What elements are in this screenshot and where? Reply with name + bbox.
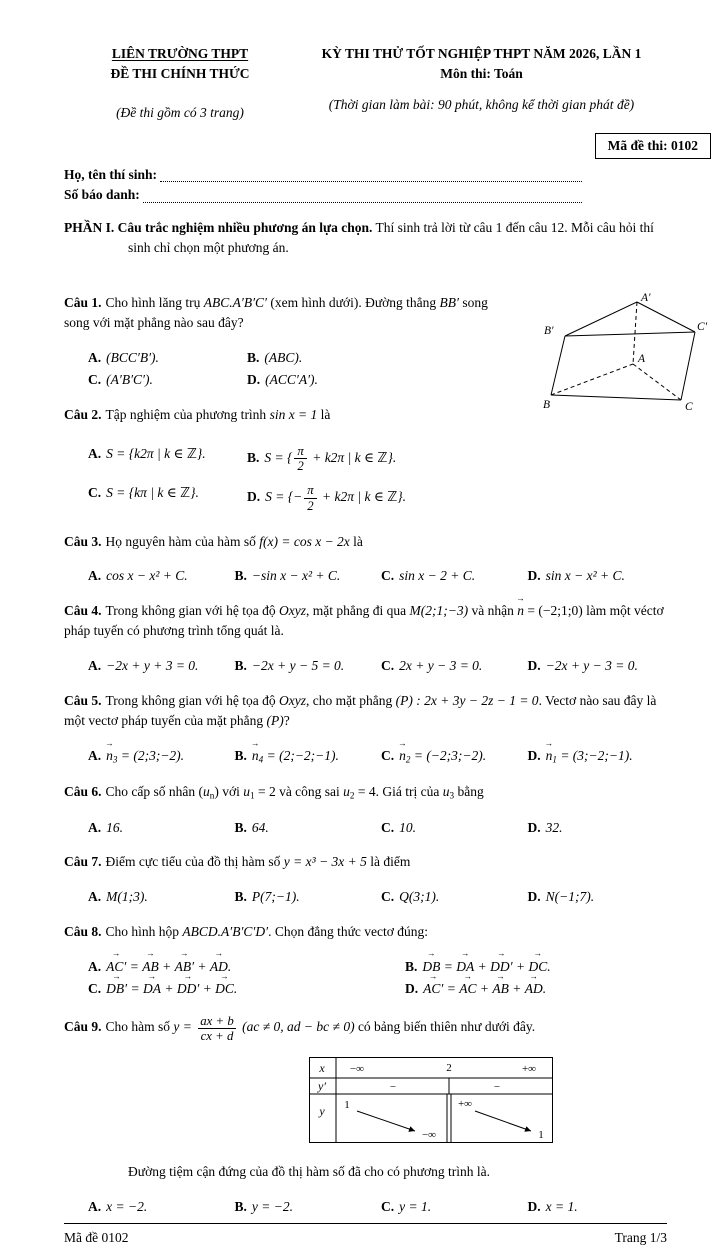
option-text: S = { $\frac{\pi}{2}$ + k2π | k ∈ ℤ}.	[264, 443, 397, 474]
question-2-options	[88, 439, 667, 518]
q6-option-D	[527, 817, 667, 839]
option-key: A.	[88, 889, 102, 904]
question-label: Câu 4.	[64, 603, 102, 619]
option-key: B.	[234, 747, 247, 763]
question-8-options	[88, 956, 667, 1001]
option-key: D.	[247, 372, 261, 388]
question-1-text: Câu 1. Cho hình lăng trụ ABC.A′B′C′ (xem hình dưới). Đường thẳng BB′ song song với mặt phẳng nào sau đây?	[64, 295, 488, 331]
option-key: D.	[527, 658, 541, 674]
question-6-text: Câu 6. Cho cấp số nhân $(u_n)$ với $u_1 = 2$ và công sai $u_2 = 4$. Giá trị của $u_3$ bằng	[64, 783, 484, 801]
page-footer	[64, 1223, 667, 1248]
option-text: (A′B′C′).	[106, 372, 153, 388]
variation-table-wrap	[309, 1057, 667, 1149]
question-8-text: Câu 8. Cho hình hộp ABCD.A′B′C′D′. Chọn đẳng thức vectơ đúng:	[64, 923, 429, 939]
option-key: A.	[88, 747, 102, 763]
option-key: D.	[527, 1199, 541, 1215]
question-5	[64, 691, 667, 768]
option-key: C.	[380, 747, 395, 763]
question-9-text: Câu 9. Cho hàm số y = $\frac{ax + b}{cx + d}$ (ac ≠ 0, ad − bc ≠ 0) có bảng biến thiên như dưới đây.	[64, 1013, 536, 1043]
question-7-options	[88, 886, 667, 908]
question-9-subtext: Đường tiệm cận đứng của đồ thị hàm số đã cho có phương trình là.	[128, 1164, 491, 1180]
q3-option-A	[88, 565, 234, 587]
option-text: P(7;−1).	[251, 889, 300, 904]
option-text: sin x − 2 + C.	[399, 568, 476, 584]
option-key: C.	[380, 819, 395, 835]
subject-line: Môn thi: Toán	[440, 66, 523, 82]
option-key: A.	[88, 568, 102, 584]
question-3	[64, 532, 667, 588]
q7-option-D	[527, 886, 667, 908]
q8-option-C	[88, 978, 405, 1000]
option-key: C.	[380, 889, 395, 904]
footer-exam-code: Mã đề 0102	[64, 1230, 129, 1246]
option-text: $n \to_2$ = (−2;3;−2).	[399, 748, 486, 763]
footer-page-number: Trang 1/3	[614, 1230, 667, 1246]
header-right	[296, 44, 667, 115]
option-text: y = −2.	[251, 1199, 293, 1215]
q9-option-D	[527, 1196, 667, 1218]
option-text: DB′ → = DA → + DD′ → + DC →.	[106, 981, 237, 996]
option-text: (BCC′B′).	[106, 350, 159, 365]
header-left	[64, 44, 296, 123]
part1-intro	[64, 218, 667, 259]
q9-option-A	[88, 1196, 234, 1218]
question-label: Câu 9.	[64, 1019, 102, 1035]
q3-option-C	[381, 565, 527, 587]
option-text: AC′ → = AC → + AB → + AD →.	[423, 981, 546, 996]
question-2	[64, 405, 667, 518]
question-label: Câu 2.	[64, 407, 102, 422]
question-label: Câu 6.	[64, 783, 102, 799]
option-text: $n \to_3$ = (2;3;−2).	[106, 748, 184, 763]
bbt-y-left-bottom: −∞	[421, 1128, 437, 1141]
exam-type: ĐỀ THI CHÍNH THỨC	[110, 66, 250, 82]
student-name-dots	[160, 181, 582, 182]
duration-note: (Thời gian làm bài: 90 phút, không kể thời gian phát đề)	[328, 96, 635, 112]
option-text: −2x + y − 5 = 0.	[251, 658, 345, 674]
question-label: Câu 5.	[64, 692, 102, 708]
option-key: C.	[380, 1199, 395, 1215]
student-name-line	[64, 165, 667, 185]
option-text: 10.	[399, 819, 416, 835]
option-key: D.	[527, 889, 541, 904]
part1-instructions: Thí sinh trả lời từ câu 1 đến câu 12. Mỗi câu hỏi thí sinh chỉ chọn một phương án.	[128, 219, 654, 255]
student-id-label: Số báo danh:	[64, 187, 140, 203]
q4-option-B	[234, 655, 381, 677]
option-key: D.	[527, 819, 541, 835]
option-key: B.	[234, 1199, 247, 1215]
option-key: A.	[88, 1199, 102, 1215]
question-3-options	[88, 565, 667, 587]
option-key: C.	[380, 658, 395, 674]
question-5-text: Câu 5. Trong không gian với hệ tọa độ Oxyz, cho mặt phẳng (P) : 2x + 3y − 2z − 1 = 0. Vectơ nào sau đây là một vectơ pháp tuyến của mặt phẳng (P)?	[64, 692, 657, 729]
option-text: −sin x − x² + C.	[251, 568, 341, 584]
option-text: DB → = DA → + DD′ → + DC →.	[422, 959, 550, 974]
option-key: B.	[234, 889, 247, 904]
q3-option-D	[527, 565, 667, 587]
option-key: D.	[527, 568, 541, 584]
q6-option-B	[234, 817, 381, 839]
prism-hidden-edges	[551, 302, 681, 400]
question-6-options	[88, 817, 667, 839]
q5-option-B	[234, 745, 381, 768]
q7-option-C	[381, 886, 527, 908]
q2-option-D	[247, 478, 667, 518]
question-4-text: Câu 4. Trong không gian với hệ tọa độ Oxyz, mặt phẳng đi qua M(2;1;−3) và nhận n → = (−2;1;0) làm một véctơ pháp tuyến có phương trình tổng quát là.	[64, 601, 667, 642]
q5-option-A	[88, 745, 234, 768]
q4-option-C	[381, 655, 527, 677]
question-label: Câu 7.	[64, 854, 102, 870]
q9-option-B	[234, 1196, 381, 1218]
vertex-label-a-prime: A′	[641, 292, 651, 304]
bbt-yprime-right-sign: −	[493, 1080, 501, 1093]
question-3-text: Câu 3. Họ nguyên hàm của hàm số f(x) = cos x − 2x là	[64, 533, 363, 549]
vertex-label-b: B	[543, 399, 551, 411]
option-text: x = −2.	[106, 1199, 148, 1215]
question-label: Câu 8.	[64, 923, 102, 939]
question-5-options	[88, 745, 667, 768]
option-key: D.	[247, 489, 261, 505]
prism-solid-edges	[551, 302, 695, 400]
question-7	[64, 852, 667, 908]
bbt-y-right-top: +∞	[457, 1097, 473, 1110]
q5-option-D	[527, 745, 667, 768]
variation-table	[309, 1057, 553, 1143]
q4-option-D	[527, 655, 667, 677]
option-text: 16.	[106, 819, 123, 835]
option-text: (ACC′A′).	[265, 372, 318, 388]
option-text: AC′ → = AB → + AB′ → + AD →.	[106, 959, 231, 974]
option-key: A.	[88, 958, 102, 974]
option-text: cos x − x² + C.	[106, 568, 188, 584]
prism-figure	[541, 289, 711, 411]
q6-option-C	[381, 817, 527, 839]
q8-option-D	[405, 978, 667, 1000]
header	[64, 44, 667, 123]
bbt-x-left: −∞	[349, 1062, 365, 1075]
option-text: Q(3;1).	[399, 889, 440, 904]
questions	[64, 280, 708, 1224]
q3-option-B	[234, 565, 381, 587]
option-text: 2x + y − 3 = 0.	[399, 658, 483, 674]
question-1	[64, 292, 708, 411]
option-text: x = 1.	[545, 1199, 578, 1215]
option-key: C.	[88, 485, 102, 501]
question-6	[64, 782, 667, 839]
exam-title: KỲ THI THỬ TỐT NGHIỆP THPT NĂM 2026, LẦN 1	[321, 46, 642, 61]
school-name: LIÊN TRƯỜNG THPT	[111, 46, 249, 61]
q6-option-A	[88, 817, 234, 839]
option-text: S = {kπ | k ∈ ℤ}.	[106, 485, 199, 501]
option-text: −2x + y − 3 = 0.	[545, 658, 638, 674]
option-key: B.	[234, 819, 247, 835]
exam-code-box: Mã đề thi: 0102	[595, 133, 711, 159]
option-text: S = {− $\frac{\pi}{2}$ + k2π | k ∈ ℤ}.	[265, 483, 407, 513]
option-key: A.	[88, 819, 102, 835]
student-id-dots	[143, 202, 582, 203]
variation-arrows	[357, 1111, 531, 1131]
question-4-options	[88, 655, 667, 677]
q1-option-A	[88, 347, 247, 369]
option-key: C.	[88, 980, 102, 996]
q8-option-A	[88, 956, 405, 978]
question-label: Câu 3.	[64, 533, 102, 549]
question-2-text: Câu 2. Tập nghiệm của phương trình sin x = 1 là	[64, 407, 331, 422]
q1-option-D	[247, 369, 497, 391]
option-key: B.	[234, 658, 247, 674]
question-7-text: Câu 7. Điểm cực tiểu của đồ thị hàm số y = x³ − 3x + 5 là điểm	[64, 854, 411, 870]
q2-option-B	[247, 439, 667, 479]
question-1-options	[88, 347, 497, 392]
bbt-yprime-left-sign: −	[389, 1080, 397, 1093]
option-key: D.	[405, 980, 419, 996]
option-text: S = {k2π | k ∈ ℤ}.	[106, 445, 206, 461]
option-key: A.	[88, 658, 102, 674]
option-key: A.	[88, 445, 102, 461]
option-text: y = 1.	[399, 1199, 432, 1215]
option-text: N(−1;7).	[545, 889, 595, 904]
option-text: $n \to_1$ = (3;−2;−1).	[546, 748, 633, 763]
option-text: (ABC).	[264, 350, 303, 365]
student-name-label: Họ, tên thí sinh:	[64, 167, 158, 182]
question-8	[64, 922, 667, 1000]
q5-option-C	[381, 745, 527, 768]
q1-option-C	[88, 369, 247, 391]
vertex-label-c: C	[685, 401, 693, 411]
option-key: B.	[247, 350, 260, 365]
page-count-note: (Đề thi gồm có 3 trang)	[116, 104, 244, 120]
option-key: C.	[88, 372, 102, 388]
option-key: B.	[234, 568, 247, 584]
bbt-x-label: x	[319, 1060, 325, 1075]
option-key: C.	[380, 568, 395, 584]
bbt-x-right: +∞	[521, 1062, 537, 1075]
option-text: 64.	[251, 819, 269, 835]
vertex-label-a: A	[638, 353, 646, 365]
option-key: B.	[247, 449, 260, 465]
option-key: D.	[527, 747, 541, 763]
bbt-y-left-top: 1	[344, 1098, 350, 1111]
question-label: Câu 1.	[64, 295, 102, 310]
option-key: B.	[405, 958, 418, 974]
exam-code-row	[64, 133, 711, 159]
option-text: $n \to_4$ = (2;−2;−1).	[252, 748, 339, 763]
q9-option-C	[381, 1196, 527, 1218]
option-text: sin x − x² + C.	[545, 568, 625, 584]
question-9-options	[88, 1196, 667, 1218]
question-9	[64, 1014, 667, 1219]
q4-option-A	[88, 655, 234, 677]
bbt-yprime-label: y′	[318, 1078, 326, 1093]
option-text: 32.	[545, 819, 563, 835]
bbt-y-label: y	[319, 1103, 325, 1118]
q2-option-A	[88, 439, 247, 479]
option-key: A.	[88, 350, 102, 365]
q1-option-B	[247, 347, 497, 369]
vertex-label-b-prime: B′	[544, 325, 554, 337]
bbt-x-mid: 2	[446, 1061, 452, 1074]
q7-option-B	[234, 886, 381, 908]
question-4	[64, 601, 667, 677]
vertex-label-c-prime: C′	[697, 321, 708, 333]
q2-option-C	[88, 478, 247, 518]
bbt-y-right-bottom: 1	[538, 1128, 544, 1141]
option-text: M(1;3).	[106, 889, 148, 904]
q7-option-A	[88, 886, 234, 908]
student-id-line	[64, 185, 667, 205]
part1-title: PHẦN I. Câu trắc nghiệm nhiều phương án lựa chọn.	[64, 219, 373, 235]
option-text: −2x + y + 3 = 0.	[106, 658, 199, 674]
